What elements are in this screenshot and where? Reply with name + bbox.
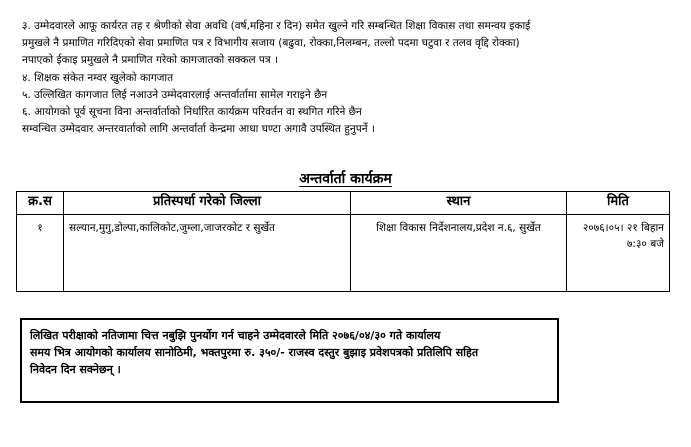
recheck-notice-box bbox=[20, 318, 559, 403]
venue-header: स्थान bbox=[351, 192, 567, 215]
date-header: मिति bbox=[567, 192, 670, 215]
table-row bbox=[17, 215, 670, 292]
schedule-heading bbox=[0, 170, 691, 188]
district-cell: सल्यान,मुगु,डोल्पा,कालिकोट,जुम्ला,जाजरकोट र सुर्खेत bbox=[64, 215, 351, 292]
instruction-line: सम्वन्धित उम्मेदवार अन्तरवार्ताको लागि अन्तर्वार्ता केन्द्रमा आधा घण्टा अगावै उपस्थित हुनुपर्ने । bbox=[22, 123, 375, 136]
district-header: प्रतिस्पर्धा गरेको जिल्ला bbox=[64, 192, 351, 215]
date-cell bbox=[567, 215, 670, 292]
serial-cell: १ bbox=[17, 215, 64, 292]
notice-line: समय भित्र आयोगको कार्यालय सानोठिमी, भक्तपुरमा रु. ३५०/- राजस्व दस्तुर बुझाइ प्रवेशपत्रको प्रतिलिपि सहित bbox=[30, 346, 479, 359]
instruction-line: ६. आयोगको पूर्व सूचना विना अन्तर्वार्ताको निर्धारित कार्यक्रम परिवर्तन वा स्थगित गरिने छैन bbox=[22, 106, 362, 119]
interview-date: २०७६।०५। २१ बिहान bbox=[582, 222, 664, 234]
instruction-line: ३. उम्मेदवारले आफू कार्यरत तह र श्रेणीको सेवा अवधि (वर्ष,महिना र दिन) समेत खुल्ने गरि सम्बन्धित शिक्षा विकास तथा समन्वय इकाई bbox=[22, 20, 531, 32]
venue-cell: शिक्षा विकास निर्देशनालय,प्रदेश न.६, सुर्खेत bbox=[351, 215, 567, 292]
notice-line: लिखित परीक्षाको नतिजामा चित्त नबुझि पुनर्योग गर्न चाहने उम्मेदवारले मिति २०७६/०४/३० गते कार्यालय bbox=[30, 329, 441, 342]
instruction-line: ४. शिक्षक संकेत नम्वर खुलेको कागजात bbox=[22, 71, 174, 84]
instructions-list bbox=[22, 18, 672, 138]
instruction-line: नपाएको ईकाइ प्रमुखले नै प्रमाणित गरेको कागजातको सक्कल पत्र । bbox=[22, 54, 278, 67]
notice-line: निवेदन दिन सक्नेछन् । bbox=[30, 363, 121, 376]
table-header-row bbox=[17, 192, 670, 215]
instruction-line: प्रमुखले नै प्रमाणित गरिदिएको सेवा प्रमाणित पत्र र विभागीय सजाय (बढुवा, रोक्का,निलम्बन, तल्लो पदमा घटुवा र तलव वृद्दि रोक्का) bbox=[22, 37, 520, 50]
interview-schedule-table bbox=[16, 191, 670, 292]
serial-header: क्र.स bbox=[17, 192, 64, 215]
interview-time: ७:३० बजे bbox=[626, 238, 664, 250]
instruction-line: ५. उल्लिखित कागजात लिई नआउने उम्मेदवारलाई अन्तर्वार्तामा सामेल गराइने छैन bbox=[22, 88, 328, 101]
schedule-title: अन्तर्वार्ता कार्यक्रम bbox=[299, 171, 392, 187]
